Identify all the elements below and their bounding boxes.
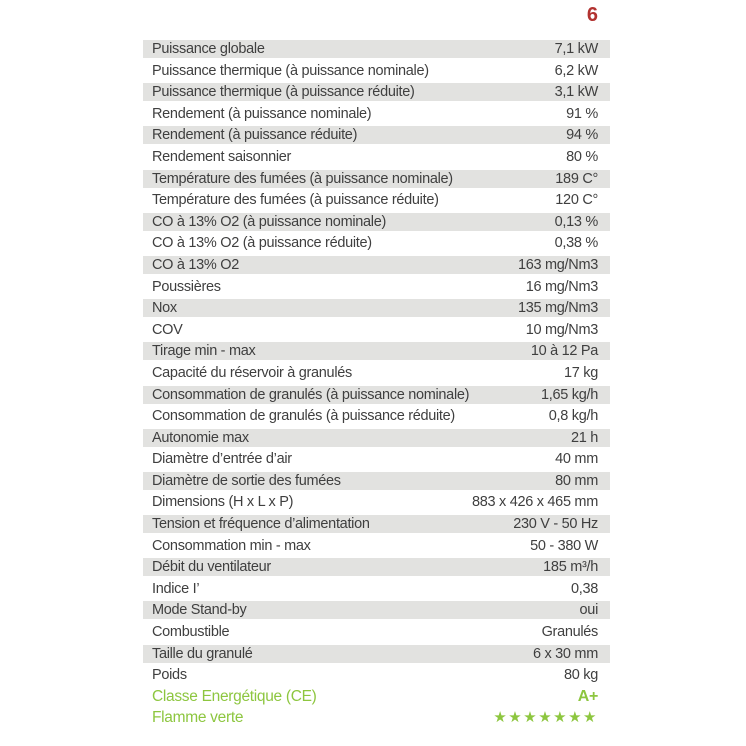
table-row [143,623,610,641]
row-label: Indice I’ [152,580,200,597]
row-value: 7,1 kW [554,41,598,57]
row-value: 6 x 30 mm [533,645,598,662]
table-row [143,321,610,339]
table-row [143,709,610,727]
row-label: Capacité du réservoir à granulés [152,364,352,381]
row-label: Flamme verte [152,709,244,727]
table-row [143,342,610,360]
row-label: Diamètre de sortie des fumées [152,472,341,489]
row-label: Combustible [152,624,230,641]
row-value: 230 V - 50 Hz [513,516,598,533]
row-value: 0,38 % [554,235,598,252]
row-label: Consommation de granulés (à puissance nominale) [152,386,470,403]
row-value: Granulés [541,624,598,641]
table-row [143,213,610,231]
row-label: Consommation min - max [152,537,311,554]
row-label: Température des fumées (à puissance réduite) [152,192,439,209]
row-label: Classe Energétique (CE) [152,687,317,705]
table-row [143,62,610,80]
row-label: Puissance globale [152,41,265,57]
table-row [143,450,610,468]
row-label: Température des fumées (à puissance nominale) [152,170,453,187]
row-value: 0,13 % [554,213,598,230]
row-label: COV [152,321,183,338]
row-label: Puissance thermique (à puissance nominale) [152,62,429,79]
table-row [143,666,610,684]
table-row [143,601,610,619]
table-row [143,537,610,555]
table-row [143,429,610,447]
row-label: Rendement (à puissance nominale) [152,105,372,122]
row-label: Poussières [152,278,221,295]
page-number: 6 [586,4,598,26]
row-label: Rendement (à puissance réduite) [152,127,358,144]
table-row [143,472,610,490]
row-label: CO à 13% O2 (à puissance réduite) [152,235,372,252]
row-value: 3,1 kW [554,84,598,101]
row-value: 80 mm [555,472,598,489]
row-value: A+ [577,687,598,705]
row-label: Tirage min - max [152,343,256,360]
row-label: Diamètre d’entrée d’air [152,451,292,468]
table-row [143,148,610,166]
row-value: 94 % [566,127,598,144]
table-row [143,386,610,404]
row-value: 163 mg/Nm3 [517,256,598,273]
table-row [143,191,610,209]
table-row [143,299,610,317]
table-row [143,278,610,296]
table-row [143,580,610,598]
row-value: 883 x 426 x 465 mm [472,494,598,511]
row-label: Tension et fréquence d’alimentation [152,516,370,533]
row-value: 80 % [566,148,598,165]
row-value: oui [579,602,598,619]
table-row [143,170,610,188]
row-value: 120 C° [555,192,598,209]
row-label: CO à 13% O2 (à puissance nominale) [152,213,387,230]
row-value: 0,8 kg/h [548,408,598,425]
table-row [143,688,610,706]
row-label: Autonomie max [152,429,249,446]
table-row [143,105,610,123]
row-value: 10 mg/Nm3 [525,321,598,338]
row-label: Nox [152,300,177,317]
row-label: Taille du granulé [152,645,253,662]
row-label: Mode Stand-by [152,602,247,619]
row-value: 40 mm [555,451,598,468]
table-row [143,40,610,58]
row-value: 0,38 [570,580,598,597]
row-value: 50 - 380 W [530,537,598,554]
table-row [143,83,610,101]
table-row [143,364,610,382]
row-value: 135 mg/Nm3 [517,300,598,317]
row-value: 80 kg [564,667,598,684]
table-row [143,645,610,663]
row-label: CO à 13% O2 [152,256,239,273]
table-row [143,493,610,511]
row-value: 10 à 12 Pa [530,343,598,360]
row-label: Poids [152,667,187,684]
row-value: 21 h [570,429,598,446]
row-label: Dimensions (H x L x P) [152,494,294,511]
table-row [143,234,610,252]
row-label: Rendement saisonnier [152,148,292,165]
row-label: Consommation de granulés (à puissance réduite) [152,408,455,425]
row-value: 189 C° [555,170,598,187]
row-value: 17 kg [564,364,598,381]
row-value: 6,2 kW [554,62,598,79]
row-value: 91 % [566,105,598,122]
row-value: ★★★★★★★ [493,709,598,727]
table-row [143,407,610,425]
table-row [143,558,610,576]
spec-table [143,40,610,727]
table-row [143,256,610,274]
table-row [143,515,610,533]
row-value: 185 m³/h [543,559,598,576]
row-label: Débit du ventilateur [152,559,271,576]
row-value: 1,65 kg/h [541,386,598,403]
row-value: 16 mg/Nm3 [525,278,598,295]
row-label: Puissance thermique (à puissance réduite) [152,84,415,101]
table-row [143,126,610,144]
